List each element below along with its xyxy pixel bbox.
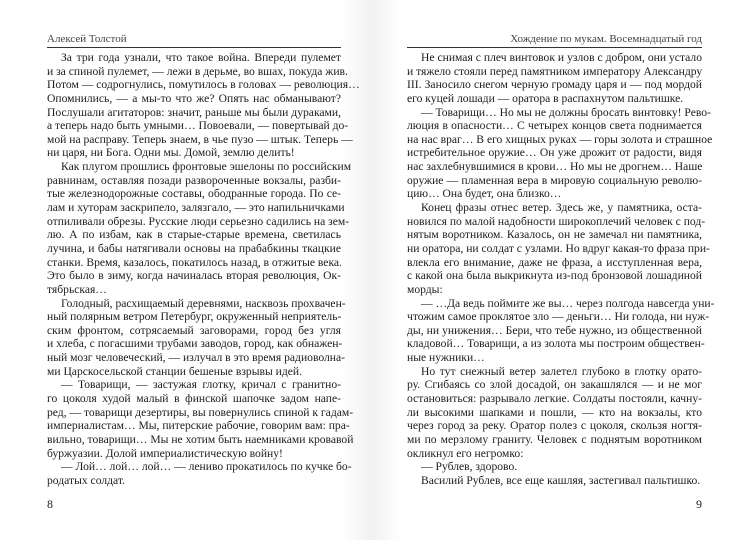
text-line: и хлеба, с погасшими трубами заводов, город, как обнажен- xyxy=(47,337,343,351)
paragraph xyxy=(407,460,702,474)
text-line: ный мозг человеческий, — излучал в это время радиоволна- xyxy=(47,351,345,365)
text-line: вильно, товарищи… Мы не хотим быть наемниками кровавой xyxy=(47,432,354,446)
text-line: влекла его внимание, даже не фраза, а исступленная вера, xyxy=(407,255,702,269)
text-line: ни царя, ни Бога. Одни мы. Домой, землю делить! xyxy=(47,146,295,160)
text-line: лам и хуторам заскрипело, залязгало, — это напильничками xyxy=(47,201,345,215)
paragraph xyxy=(407,365,702,460)
text-line: — Товарищи… Но мы не должны бросать винтовку! Рево- xyxy=(421,105,711,119)
text-line: станки. Время, казалось, покатилось назад, в отжитые века. xyxy=(47,255,342,269)
page-body-text xyxy=(407,51,715,488)
paragraph xyxy=(407,105,713,201)
text-line: чтожим самое проклятое зло — деньги… Ни голода, ни нуж- xyxy=(407,310,710,324)
text-line: через город за реку. Оратор полез с цоколя, скользя ногтя- xyxy=(407,419,702,433)
text-line: Василий Рублев, все еще кашляя, застегивал пальтишко. xyxy=(421,473,701,487)
paragraph xyxy=(407,474,702,488)
text-line: кладовой… Товарищи, а из золота мы построим обществен- xyxy=(407,337,705,351)
text-line: — Лой… лой… лой… — лениво прокатилось по кучке бо- xyxy=(61,460,352,474)
running-head-title: Хождение по мукам. Восемнадцатый год xyxy=(407,33,702,48)
text-line: а теперь надо быть умными… Повоевали, — повертывай до- xyxy=(47,119,349,133)
text-line: Голодный, расхищаемый деревнями, насквозь прохвачен- xyxy=(61,296,346,310)
paragraph xyxy=(407,296,715,365)
text-line: Не снимая с плеч винтовок и узлов с добром, они устало xyxy=(421,51,702,64)
text-line: морды: xyxy=(407,282,443,296)
text-line: Как плугом прошлись фронтовые эшелоны по российским xyxy=(61,160,352,174)
text-line: остановиться: разрывало легкие. Солдаты постояли, качну- xyxy=(407,392,702,406)
text-line: Но тут снежный ветер залетел глубоко в глотку орато- xyxy=(421,364,702,378)
text-line: нас захлебнувшимися в крови… Но мы не дрогнем… Наше xyxy=(407,160,703,174)
text-line: ные нужники… xyxy=(407,351,485,365)
paragraph xyxy=(407,51,702,106)
text-line: — Товарищи, — застужая глотку, кричал с гранитно- xyxy=(61,378,341,392)
text-line: отпиливали обрезы. Русские люди серьезно садились на зем- xyxy=(47,214,350,228)
text-line: ли высокими шапками и пошли, — кто на вокзалы, кто xyxy=(407,405,702,419)
text-line: Это было в зиму, когда начиналась вторая революция, Ок- xyxy=(47,269,341,283)
text-line: и за спиной пулемет, — лежи в дерьме, во вшах, покуда жив. xyxy=(47,64,348,78)
text-line: — Рублев, здорово. xyxy=(421,460,518,474)
text-line: истребительное оружие… Он уже дрожит от радости, видя xyxy=(407,146,702,160)
text-line: Конец фразы отнес ветер. Здесь же, у памятника, оста- xyxy=(421,201,702,215)
right-page xyxy=(371,0,742,540)
text-line: III. Заносило снегом черную громаду царя и — под мордой xyxy=(407,78,702,92)
page-body-text xyxy=(47,51,360,488)
text-line: лучина, и бабы натягивали основы на прабабкины ткацкие xyxy=(47,241,341,255)
text-line: с какой она была выкрикнута из-под бронзовой лошадиной xyxy=(407,269,702,283)
running-head-author: Алексей Толстой xyxy=(47,33,341,48)
text-line: ды, ни унижения… Бери, что тебе нужно, из общественной xyxy=(407,323,702,337)
text-line: его куцей лошади — оратора в распахнутом пальтишке. xyxy=(407,91,684,105)
paragraph xyxy=(47,378,354,460)
paragraph xyxy=(47,51,360,160)
text-line: мой на расправу. Теперь знаем, в чье пузо — штык. Теперь — xyxy=(47,132,353,146)
text-line: нятым воротником. Казалось, он не замечал ни памятника, xyxy=(407,228,702,242)
text-line: цию… Она будет, она близко… xyxy=(407,187,562,201)
paragraph xyxy=(407,201,710,296)
text-line: люция в опасности… С четырех концов света поднимается xyxy=(407,119,702,133)
text-line: Опомнились, — а мы-то что же? Опять нас обманывают? xyxy=(47,91,341,105)
text-line: ми Царскосельской станции бешеные взрывы идей. xyxy=(47,364,302,378)
text-line: го цоколя худой малый в финской шапочке задом напе- xyxy=(47,392,341,406)
text-line: Потом — содрогнулись, помутилось в головах — революция… xyxy=(47,78,360,92)
page-number: 9 xyxy=(696,497,702,511)
paragraph xyxy=(47,460,352,487)
text-line: — …Да ведь поймите же вы… через полгода навсегда уни- xyxy=(421,296,715,310)
text-line: окликнул его негромко: xyxy=(407,446,524,460)
text-line: на нас враг… В его хищных руках — горы золота и страшное xyxy=(407,132,713,146)
text-line: империалистам… Мы, питерские рабочие, говорим вам: пра- xyxy=(47,419,350,433)
text-line: оружие — пламенная вера в мировую социальную револю- xyxy=(407,173,702,187)
page-number: 8 xyxy=(47,497,53,511)
text-line: ским фронтом, сотрясаемый заговорами, город без угля xyxy=(47,323,341,337)
text-line: ный полярным ветром Петербург, окруженный неприятель- xyxy=(47,310,342,324)
text-line: ред, — товарищи дезертиры, вы повернулись спиной к гадам- xyxy=(47,405,354,419)
text-line: ни оратора, ни солдат с узлами. Но вдруг какая-то фраза при- xyxy=(407,241,710,255)
text-line: ру. Сгибаясь со злой досадой, он закашлялся — и не мог xyxy=(407,378,702,392)
paragraph xyxy=(47,296,346,379)
text-line: равнинам, оставляя позади развороченные вокзалы, разби- xyxy=(47,173,341,187)
text-line: тые железнодорожные составы, ободранные города. По се- xyxy=(47,187,341,201)
text-line: новился по малой надобности широкоплечий человек с под- xyxy=(407,214,706,228)
text-line: За три года узнали, что такое война. Впереди пулемет xyxy=(61,51,341,64)
text-line: родатых солдат. xyxy=(47,473,125,487)
text-line: лю. А по избам, как в старые-старые времена, светилась xyxy=(47,228,341,242)
text-line: и тяжело стояли перед памятником императору Александру xyxy=(407,64,703,78)
paragraph xyxy=(47,160,352,296)
text-line: тябрьская… xyxy=(47,282,107,296)
text-line: ми по мерзлому граниту. Человек с поднятым воротником xyxy=(407,432,702,446)
text-line: буржуазии. Долой империалистическую войну! xyxy=(47,446,283,460)
text-line: Послушали агитаторов: значит, раньше мы были дураками, xyxy=(47,105,341,119)
